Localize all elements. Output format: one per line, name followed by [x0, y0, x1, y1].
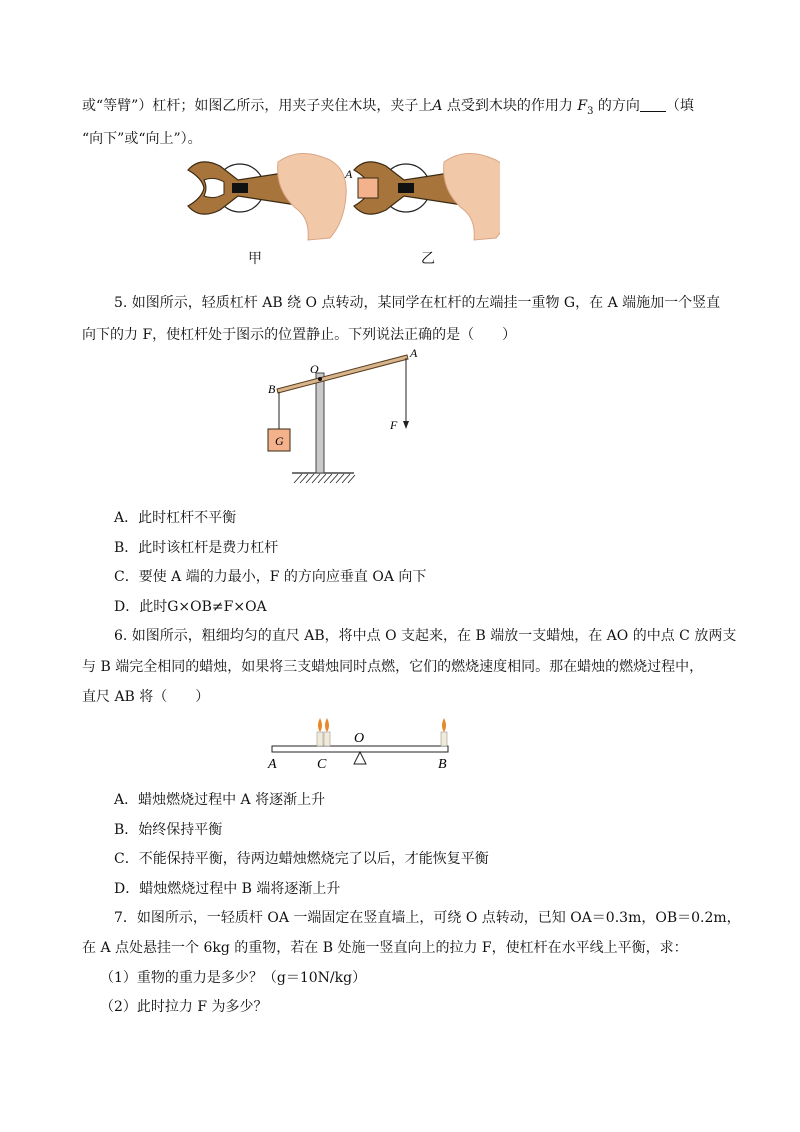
q7-subquestion-2: （2）此时拉力 F 为多少？ [100, 999, 268, 1015]
q4-line1-text-b: 点受到木块的作用力 [442, 98, 578, 114]
q6-option-a[interactable]: A．蜡烛燃烧过程中 A 将逐渐上升 [114, 792, 326, 808]
q4-force-subscript: 3 [587, 105, 594, 117]
q4-line1-text-d: （填 [665, 98, 694, 114]
point-a-label: A [410, 346, 418, 360]
q5-option-c[interactable]: C．要使 A 端的力最小，F 的方向应垂直 OA 向下 [114, 569, 427, 585]
q6-option-b[interactable]: B．始终保持平衡 [114, 822, 223, 838]
point-o-label: O [310, 362, 319, 376]
clip-figures [180, 150, 500, 242]
q6-stem-line3: 直尺 AB 将（ ） [82, 689, 210, 705]
lever-rod [277, 355, 408, 393]
q4-line2: “向下”或“向上”）。 [82, 131, 202, 147]
figure-caption-jia: 甲 [248, 251, 262, 267]
ruler-point-a-label: A [268, 757, 277, 772]
candle-b [441, 718, 447, 746]
clip-figure-left [188, 153, 346, 240]
q4-force-f: F [577, 98, 588, 114]
ruler-figure [264, 712, 460, 772]
weight-g-label: G [275, 434, 284, 448]
q6-option-c[interactable]: C．不能保持平衡，待两边蜡烛燃烧完了以后，才能恢复平衡 [114, 851, 489, 867]
pivot-o [318, 377, 322, 381]
q4-line1-text-c: 的方向 [593, 98, 640, 114]
q7-subquestion-1: （1）重物的重力是多少？（g＝10N/kg） [100, 970, 367, 986]
support-post [316, 373, 324, 473]
q5-stem-line1: 5. 如图所示，轻质杠杆 AB 绕 O 点转动，某同学在杠杆的左端挂一重物 G，在 A 端施加一个竖直 [114, 295, 721, 311]
q6-option-d[interactable]: D．蜡烛燃烧过程中 B 端将逐渐上升 [114, 881, 341, 897]
q6-stem-line1: 6. 如图所示，粗细均匀的直尺 AB，将中点 O 支起来，在 B 端放一支蜡烛，在 AO 的中点 C 放两支 [114, 628, 737, 644]
q5-stem-line2: 向下的力 F，使杠杆处于图示的位置静止。下列说法正确的是（ ） [82, 327, 517, 343]
ruler-point-c-label: C [317, 757, 327, 772]
q4-answer-blank[interactable] [640, 97, 666, 112]
candles-c [317, 718, 330, 746]
lever-figure [262, 345, 432, 490]
ruler-point-b-label: B [438, 757, 447, 772]
clip-figure-right [344, 153, 500, 240]
q4-line1 [82, 96, 694, 122]
q5-option-d[interactable]: D．此时G×OB≠F×OA [114, 599, 267, 615]
ruler-point-o-label: O [354, 731, 365, 746]
q4-point-a: A [432, 98, 443, 114]
q7-stem-line1: 7．如图所示，一轻质杆 OA 一端固定在竖直墙上，可绕 O 点转动，已知 OA＝0.3m，OB＝0.2m， [114, 910, 741, 926]
q7-stem-line2: 在 A 点处悬挂一个 6kg 的重物，若在 B 处施一竖直向上的拉力 F，使杠杆在水平线上平衡，求： [82, 940, 688, 956]
wood-block [358, 178, 378, 198]
clip-point-a-label: A [345, 167, 353, 181]
point-b-label: B [268, 382, 276, 396]
fulcrum [354, 752, 366, 764]
figure-caption-yi: 乙 [421, 251, 435, 267]
q5-option-a[interactable]: A．此时杠杆不平衡 [114, 510, 237, 526]
q5-option-b[interactable]: B．此时该杠杆是费力杠杆 [114, 540, 279, 556]
q6-stem-line2: 与 B 端完全相同的蜡烛，如果将三支蜡烛同时点燃，它们的燃烧速度相同。那在蜡烛的燃烧过程中， [82, 659, 704, 675]
q4-line1-text-a: 或“等臂”）杠杆；如图乙所示，用夹子夹住木块，夹子上 [82, 98, 433, 114]
force-f-label: F [390, 418, 398, 432]
